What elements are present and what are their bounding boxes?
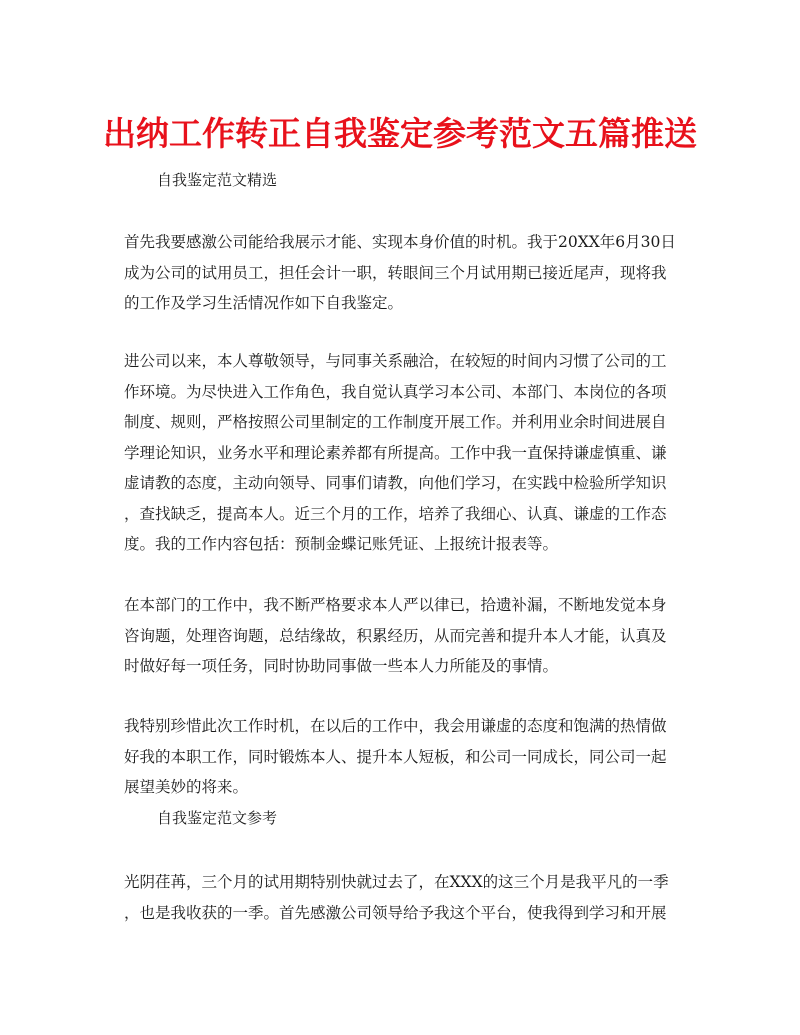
paragraph-5 <box>124 867 684 928</box>
section-heading-reference-samples: 自我鉴定范文参考 <box>157 809 278 827</box>
paragraph-line: 在本部门的工作中，我不断严格要求本人严以律已，拾遗补漏，不断地发觉本身 <box>124 596 667 614</box>
paragraph-line: 度。我的工作内容包括：预制金蝶记账凭证、上报统计报表等。 <box>124 535 559 553</box>
paragraph-line: ，也是我收获的一季。首先感激公司领导给予我这个平台，使我得到学习和开展 <box>124 903 667 922</box>
paragraph-line: 学理论知识，业务水平和理论素养都有所提高。工作中我一直保持谦虚慎重、谦 <box>124 443 667 462</box>
paragraph-line: 制度、规则，严格按照公司里制定的工作制度开展工作。并利用业余时间进展自 <box>124 413 667 431</box>
paragraph-line: 咨询题，处理咨询题，总结缘故，积累经历，从而完善和提升本人才能，认真及 <box>124 626 667 645</box>
paragraph-line: 成为公司的试用员工，担任会计一职，转眼间三个月试用期已接近尾声，现将我 <box>124 263 667 282</box>
paragraph-2 <box>124 346 684 560</box>
section-heading-selected-samples: 自我鉴定范文精选 <box>157 171 278 189</box>
paragraph-line: 光阴荏苒，三个月的试用期特别快就过去了，在XXX的这三个月是我平凡的一季 <box>124 873 669 891</box>
paragraph-line: 虚请教的态度，主动向领导、同事们请教，向他们学习，在实践中检验所学知识 <box>124 474 667 492</box>
paragraph-line: ，查找缺乏，提高本人。近三个月的工作，培养了我细心、认真、谦虚的工作态 <box>124 504 667 523</box>
paragraph-line: 时做好每一项任务，同时协助同事做一些本人力所能及的事情。 <box>124 657 559 675</box>
paragraph-line: 好我的本职工作，同时锻炼本人、提升本人短板，和公司一同成长，同公司一起 <box>124 747 667 766</box>
paragraph-line: 我特别珍惜此次工作时机，在以后的工作中，我会用谦虚的态度和饱满的热情做 <box>124 717 667 735</box>
paragraph-4 <box>124 711 684 803</box>
paragraph-line: 作环境。为尽快进入工作角色，我自觉认真学习本公司、本部门、本岗位的各项 <box>124 382 667 401</box>
paragraph-3 <box>124 590 684 682</box>
paragraph-line: 进公司以来，本人尊敬领导，与同事关系融洽，在较短的时间内习惯了公司的工 <box>124 352 667 370</box>
document-title: 出纳工作转正自我鉴定参考范文五篇推送 <box>103 114 697 153</box>
paragraph-line: 首先我要感激公司能给我展示才能、实现本身价值的时机。我于20XX年6月30日 <box>124 233 676 251</box>
paragraph-1 <box>124 227 684 319</box>
paragraph-line: 展望美妙的将来。 <box>124 778 249 796</box>
paragraph-line: 的工作及学习生活情况作如下自我鉴定。 <box>124 294 404 312</box>
